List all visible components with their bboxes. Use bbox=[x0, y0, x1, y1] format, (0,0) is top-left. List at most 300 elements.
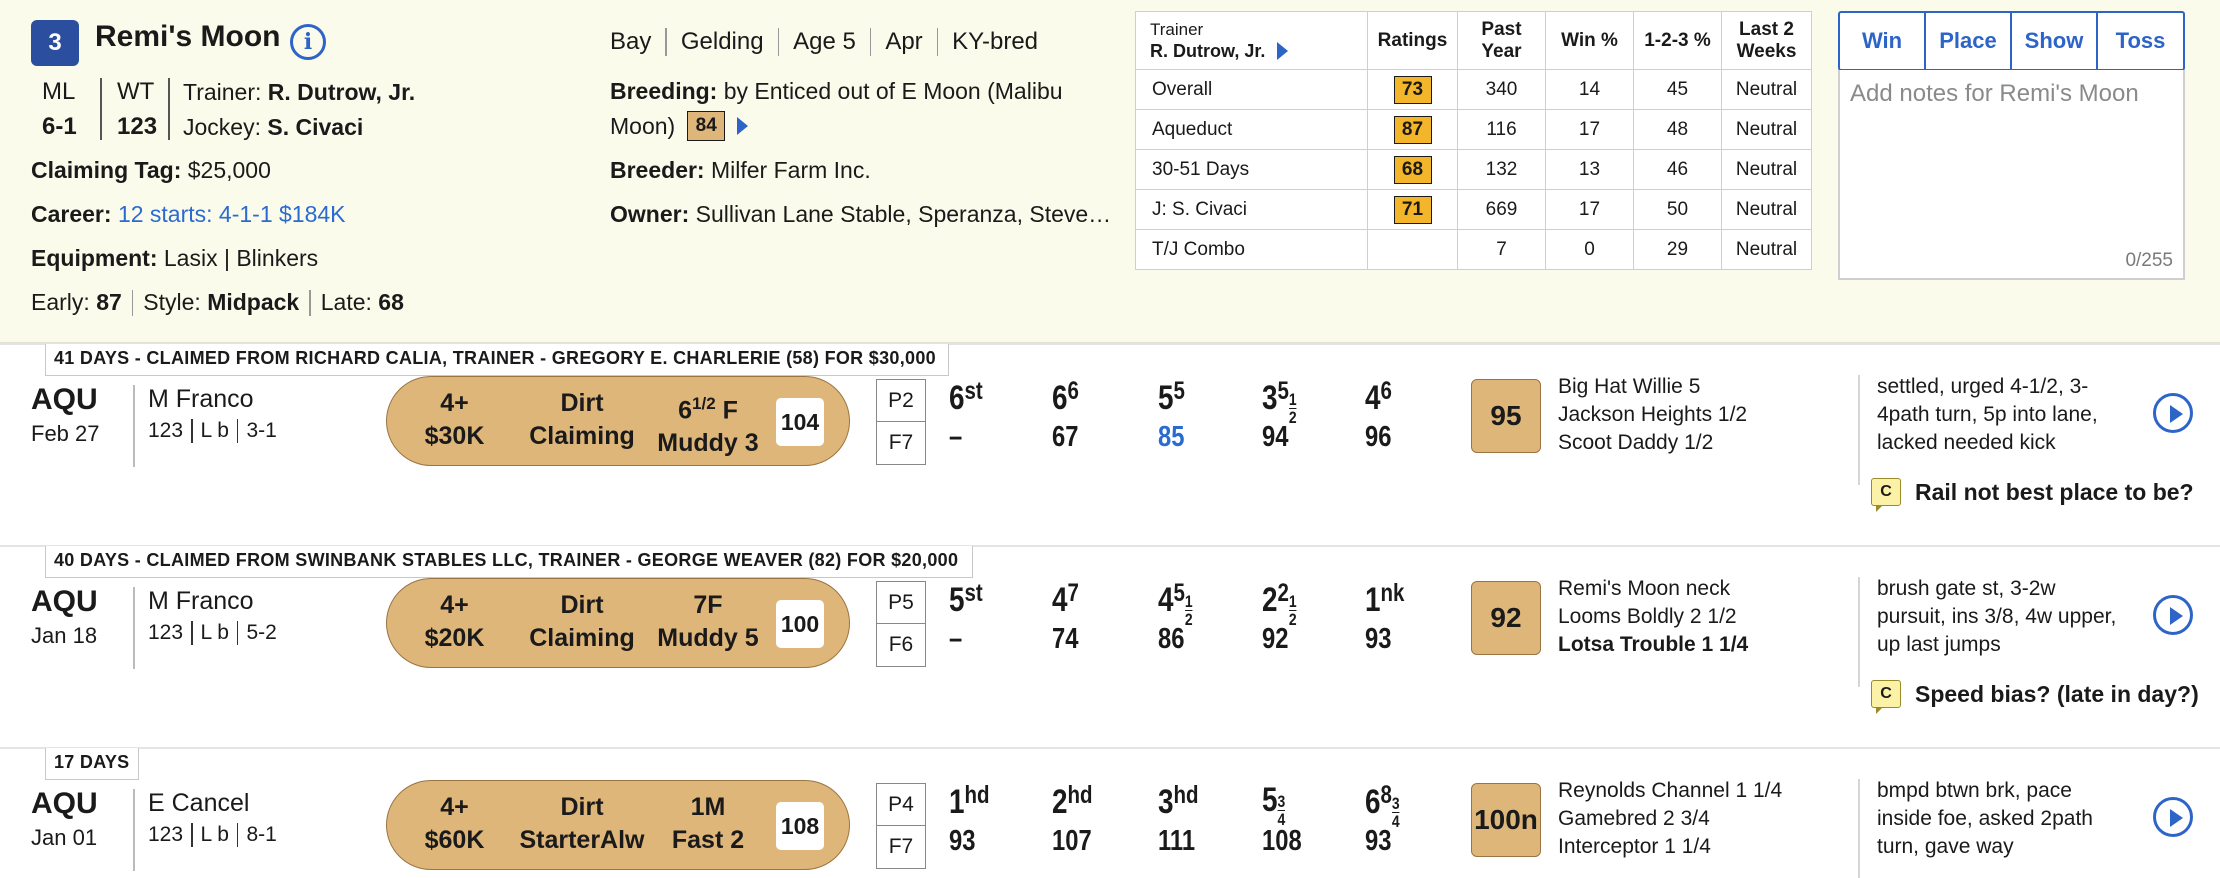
call-speed: 93 bbox=[1365, 623, 1392, 655]
last2-cell: Neutral bbox=[1722, 150, 1812, 190]
call-margin: st bbox=[964, 579, 983, 607]
divider bbox=[132, 290, 134, 316]
owner-field bbox=[610, 201, 1111, 228]
call-position-margin bbox=[949, 781, 990, 822]
rating-cell bbox=[1368, 230, 1458, 270]
field-size: F6 bbox=[888, 633, 914, 656]
speed-figure[interactable]: 92 bbox=[1471, 581, 1541, 655]
show-button[interactable]: Show bbox=[2012, 13, 2098, 69]
call-margin: 6 bbox=[1067, 377, 1079, 405]
finishers-list bbox=[1558, 373, 1747, 457]
pill-surface-type bbox=[507, 791, 657, 857]
race-meds: L b bbox=[200, 621, 229, 644]
col-win-pct: Win % bbox=[1546, 12, 1634, 70]
race-weight: 123 bbox=[148, 823, 184, 846]
call-position-margin bbox=[1052, 781, 1093, 822]
track-condition: Muddy 5 bbox=[657, 624, 759, 652]
race-info-pill[interactable] bbox=[386, 578, 850, 668]
past-year-cell: 340 bbox=[1458, 70, 1546, 110]
race-jockey[interactable]: E Cancel bbox=[148, 789, 250, 817]
fraction-denominator: 4 bbox=[1277, 810, 1286, 829]
itm-cell: 48 bbox=[1634, 110, 1722, 150]
race-type: Claiming bbox=[529, 422, 635, 450]
divider bbox=[1858, 375, 1860, 485]
pill-age-purse bbox=[407, 791, 502, 857]
col-past-year-l1: Past bbox=[1481, 18, 1522, 40]
call-speed: 111 bbox=[1158, 825, 1196, 857]
race-track[interactable]: AQU bbox=[31, 787, 98, 820]
call-margin: hd bbox=[964, 781, 990, 809]
rating-chip: 87 bbox=[1394, 116, 1432, 144]
row-label: T/J Combo bbox=[1136, 230, 1368, 270]
fraction-numerator: 1 bbox=[1184, 592, 1193, 611]
call-fraction bbox=[1392, 795, 1400, 830]
divider bbox=[133, 587, 135, 669]
breeder-label: Breeder: bbox=[610, 157, 705, 183]
expand-trainer-icon[interactable] bbox=[1277, 42, 1288, 60]
divider bbox=[133, 789, 135, 871]
horse-attributes bbox=[610, 28, 1038, 56]
post-field-box bbox=[876, 379, 926, 465]
pill-distance-condition bbox=[643, 589, 773, 655]
rating-cell bbox=[1368, 110, 1458, 150]
equipment-label: Equipment: bbox=[31, 245, 158, 271]
notes-char-count: 0/255 bbox=[2125, 250, 2173, 271]
divider bbox=[309, 290, 311, 316]
race-weight: 123 bbox=[148, 621, 184, 644]
call-position: 6 bbox=[1365, 783, 1381, 821]
call-speed: 74 bbox=[1052, 623, 1079, 655]
trainer-header-cell[interactable] bbox=[1136, 12, 1368, 70]
past-year-cell: 669 bbox=[1458, 190, 1546, 230]
race-banner: 17 DAYS bbox=[45, 748, 139, 780]
race-note-text: Rail not best place to be? bbox=[1915, 478, 2194, 505]
post-position: P5 bbox=[877, 582, 925, 624]
win-cell: 17 bbox=[1546, 190, 1634, 230]
divider bbox=[870, 28, 872, 56]
attr-bred: KY-bred bbox=[952, 28, 1039, 55]
finisher-3[interactable]: Scoot Daddy 1/2 bbox=[1558, 431, 1714, 454]
call-fraction bbox=[1185, 593, 1193, 628]
finisher-1[interactable]: Reynolds Channel 1 1/4 bbox=[1558, 779, 1783, 802]
divider bbox=[237, 823, 239, 847]
race-comment: brush gate st, 3-2w pursuit, ins 3/8, 4w upper, up last jumps bbox=[1877, 577, 2117, 656]
race-weight-meds-odds bbox=[148, 621, 277, 645]
breeding-rating-chip: 84 bbox=[687, 111, 725, 141]
row-label: Overall bbox=[1136, 70, 1368, 110]
row-label: J: S. Civaci bbox=[1136, 190, 1368, 230]
race-weight-meds-odds bbox=[148, 823, 277, 847]
race-date: Jan 18 bbox=[31, 623, 98, 648]
call-margin: 5 bbox=[1173, 579, 1185, 607]
attr-foaled: Apr bbox=[885, 28, 923, 55]
equipment-field bbox=[31, 245, 318, 272]
divider bbox=[778, 28, 780, 56]
attr-color: Bay bbox=[610, 28, 652, 55]
finisher-3[interactable]: Interceptor 1 1/4 bbox=[1558, 835, 1711, 858]
fraction-denominator: 2 bbox=[1184, 610, 1193, 629]
row-label: 30-51 Days bbox=[1136, 150, 1368, 190]
divider bbox=[237, 419, 239, 443]
race-rating: 108 bbox=[776, 802, 824, 850]
win-cell: 13 bbox=[1546, 150, 1634, 190]
rating-chip: 71 bbox=[1394, 196, 1432, 224]
play-replay-icon[interactable] bbox=[2153, 595, 2193, 635]
distance-unit: F bbox=[722, 396, 738, 425]
rating-chip: 68 bbox=[1394, 156, 1432, 184]
table-header-row bbox=[1136, 12, 1812, 70]
finisher-2[interactable]: Jackson Heights 1/2 bbox=[1558, 403, 1748, 426]
table-row bbox=[1136, 150, 1812, 190]
race-surface: Dirt bbox=[560, 389, 604, 417]
call-speed: – bbox=[949, 623, 963, 655]
call-speed: 92 bbox=[1262, 623, 1289, 655]
fraction-numerator: 3 bbox=[1391, 794, 1400, 813]
fraction-numerator: 3 bbox=[1277, 792, 1286, 811]
call-position: 6 bbox=[949, 379, 965, 417]
owner-value[interactable]: Sullivan Lane Stable, Speranza, Steve… bbox=[695, 201, 1112, 227]
col-last-l2: Weeks bbox=[1736, 40, 1797, 62]
call-speed: 86 bbox=[1158, 623, 1185, 655]
post-position: P2 bbox=[877, 380, 925, 422]
race-banner: 41 DAYS - CLAIMED FROM RICHARD CALIA, TRAINER - GREGORY E. CHARLERIE (58) FOR $30,000 bbox=[45, 344, 949, 376]
race-surface: Dirt bbox=[560, 591, 604, 619]
attr-sex: Gelding bbox=[680, 28, 764, 55]
call-position: 4 bbox=[1365, 379, 1381, 417]
rating-chip: 73 bbox=[1394, 76, 1432, 104]
finisher-2[interactable]: Gamebred 2 3/4 bbox=[1558, 807, 1710, 830]
last2-cell: Neutral bbox=[1722, 110, 1812, 150]
race-info-pill[interactable] bbox=[386, 376, 850, 466]
call-fraction bbox=[1289, 391, 1297, 426]
finishers-list bbox=[1558, 777, 1782, 861]
race-odds: 3-1 bbox=[246, 419, 277, 442]
distance-whole: 6 bbox=[678, 396, 693, 425]
distance: 1M bbox=[690, 793, 726, 821]
race-track[interactable]: AQU bbox=[31, 585, 98, 618]
race-meds: L b bbox=[200, 419, 229, 442]
call-position-margin bbox=[1262, 377, 1297, 426]
race-meds: L b bbox=[200, 823, 229, 846]
race-type: StarterAlw bbox=[519, 826, 645, 854]
call-margin: 8 bbox=[1380, 781, 1392, 809]
race-rating: 104 bbox=[776, 398, 824, 446]
trainer-header-name: R. Dutrow, Jr. bbox=[1150, 40, 1266, 61]
divider bbox=[237, 621, 239, 645]
race-note-text: Speed bias? (late in day?) bbox=[1915, 680, 2199, 707]
fraction-denominator: 2 bbox=[1288, 610, 1297, 629]
call-speed: 108 bbox=[1262, 825, 1302, 857]
call-fraction bbox=[1289, 593, 1297, 628]
last2-cell: Neutral bbox=[1722, 70, 1812, 110]
horse-header bbox=[0, 0, 2220, 343]
race-jockey[interactable]: M Franco bbox=[148, 385, 254, 413]
distance: 7F bbox=[693, 591, 723, 619]
breeding-label: Breeding: bbox=[610, 78, 718, 104]
race-age: 4+ bbox=[440, 389, 469, 417]
rating-cell bbox=[1368, 150, 1458, 190]
breeding-value: by Enticed out of E Moon (Malibu bbox=[723, 78, 1063, 104]
style-label: Style: bbox=[143, 289, 201, 315]
call-position: 2 bbox=[1262, 581, 1278, 619]
call-position: 5 bbox=[949, 581, 965, 619]
finisher-3[interactable]: Lotsa Trouble 1 1/4 bbox=[1558, 633, 1749, 656]
table-row bbox=[1136, 190, 1812, 230]
claiming-label: Claiming Tag: bbox=[31, 157, 182, 183]
call-position: 2 bbox=[1052, 783, 1068, 821]
track-condition: Fast 2 bbox=[671, 826, 745, 854]
speed-figure[interactable]: 95 bbox=[1471, 379, 1541, 453]
win-cell: 14 bbox=[1546, 70, 1634, 110]
trainer-field bbox=[183, 79, 415, 106]
equipment-value: Lasix | Blinkers bbox=[163, 245, 319, 271]
early-label: Early: bbox=[31, 289, 90, 315]
row-label: Aqueduct bbox=[1136, 110, 1368, 150]
field-size: F7 bbox=[888, 835, 914, 858]
rating-cell bbox=[1368, 190, 1458, 230]
call-position: 3 bbox=[1262, 379, 1278, 417]
race-surface: Dirt bbox=[560, 793, 604, 821]
trainer-name[interactable]: R. Dutrow, Jr. bbox=[267, 79, 416, 105]
call-position-margin bbox=[1365, 781, 1400, 830]
toss-button[interactable]: Toss bbox=[2115, 28, 2166, 53]
race-jockey[interactable]: M Franco bbox=[148, 587, 254, 615]
race-comment: settled, urged 4-1/2, 3-4path turn, 5p into lane, lacked needed kick bbox=[1877, 375, 2098, 454]
past-year-cell: 7 bbox=[1458, 230, 1546, 270]
race-purse: $30K bbox=[424, 422, 485, 450]
attr-age: Age 5 bbox=[793, 28, 856, 55]
call-margin: 5 bbox=[1173, 377, 1185, 405]
call-position: 1 bbox=[949, 783, 965, 821]
call-margin: 6 bbox=[1380, 377, 1392, 405]
race-note[interactable] bbox=[1871, 478, 2194, 506]
speed-figure[interactable]: 100n bbox=[1471, 783, 1541, 857]
col-past-year bbox=[1458, 12, 1546, 70]
race-age: 4+ bbox=[440, 591, 469, 619]
fraction-numerator: 1 bbox=[1288, 390, 1297, 409]
breeding-line-1 bbox=[610, 78, 1063, 105]
call-position-margin bbox=[1365, 579, 1404, 620]
breeder-field bbox=[610, 157, 871, 184]
claiming-value: $25,000 bbox=[187, 157, 271, 183]
call-margin: hd bbox=[1067, 781, 1093, 809]
comment-note-icon: C bbox=[1871, 478, 1901, 506]
fraction-denominator: 2 bbox=[1288, 408, 1297, 427]
race-weight: 123 bbox=[148, 419, 184, 442]
pill-distance-condition bbox=[643, 791, 773, 857]
call-position: 5 bbox=[1262, 781, 1278, 819]
call-position-margin bbox=[1158, 377, 1185, 418]
ml-label: ML bbox=[42, 78, 76, 105]
fraction-numerator: 1 bbox=[1288, 592, 1297, 611]
call-margin: 2 bbox=[1277, 579, 1289, 607]
call-position-margin bbox=[1365, 377, 1392, 418]
race-purse: $20K bbox=[424, 624, 485, 652]
call-speed: 94 bbox=[1262, 421, 1289, 453]
call-position-margin bbox=[1262, 781, 1285, 828]
itm-cell: 46 bbox=[1634, 150, 1722, 190]
win-button[interactable]: Win bbox=[1840, 13, 1926, 69]
post-field-box bbox=[876, 783, 926, 869]
play-replay-icon[interactable] bbox=[2153, 797, 2193, 837]
last2-cell: Neutral bbox=[1722, 190, 1812, 230]
call-margin: st bbox=[964, 377, 983, 405]
call-margin: 7 bbox=[1067, 579, 1079, 607]
fraction-denominator: 4 bbox=[1391, 812, 1400, 831]
notes-textarea[interactable] bbox=[1838, 70, 2185, 280]
race-weight-meds-odds bbox=[148, 419, 277, 443]
wt-value: 123 bbox=[117, 113, 158, 140]
last2-cell: Neutral bbox=[1722, 230, 1812, 270]
table-row bbox=[1136, 70, 1812, 110]
rating-cell bbox=[1368, 70, 1458, 110]
career-field bbox=[31, 201, 346, 228]
itm-cell: 50 bbox=[1634, 190, 1722, 230]
call-margin: nk bbox=[1380, 579, 1405, 607]
race-comment: bmpd btwn brk, pace inside foe, asked 2path turn, gave way bbox=[1877, 779, 2093, 858]
col-last-l1: Last 2 bbox=[1739, 18, 1794, 40]
divider bbox=[1858, 577, 1860, 687]
pill-age-purse bbox=[407, 589, 502, 655]
late-label: Late: bbox=[320, 289, 372, 315]
col-itm-pct: 1-2-3 % bbox=[1634, 12, 1722, 70]
divider bbox=[100, 78, 102, 140]
call-position: 1 bbox=[1365, 581, 1381, 619]
call-speed[interactable]: 85 bbox=[1158, 421, 1185, 453]
call-position-margin bbox=[949, 377, 983, 418]
trainer-header-label: Trainer bbox=[1150, 19, 1204, 39]
divider bbox=[133, 385, 135, 467]
race-date: Feb 27 bbox=[31, 421, 100, 446]
table-row bbox=[1136, 230, 1812, 270]
breeding-value-cont: Moon) bbox=[610, 112, 676, 139]
wager-button-group bbox=[1838, 11, 2185, 71]
finisher-1[interactable]: Big Hat Willie 5 bbox=[1558, 375, 1701, 398]
finisher-1[interactable]: Remi's Moon neck bbox=[1558, 577, 1731, 600]
call-speed: 67 bbox=[1052, 421, 1079, 453]
call-position: 3 bbox=[1158, 783, 1174, 821]
col-ratings: Ratings bbox=[1368, 12, 1458, 70]
claiming-tag bbox=[31, 157, 271, 184]
call-margin: 5 bbox=[1277, 377, 1289, 405]
divider bbox=[191, 823, 193, 847]
divider bbox=[665, 28, 667, 56]
jockey-name[interactable]: S. Civaci bbox=[267, 114, 364, 140]
career-link[interactable]: 12 starts: 4-1-1 $184K bbox=[117, 201, 346, 227]
finisher-2[interactable]: Looms Boldly 2 1/2 bbox=[1558, 605, 1737, 628]
race-type: Claiming bbox=[529, 624, 635, 652]
career-label: Career: bbox=[31, 201, 112, 227]
race-banner: 40 DAYS - CLAIMED FROM SWINBANK STABLES LLC, TRAINER - GEORGE WEAVER (82) FOR $20,000 bbox=[45, 546, 973, 578]
call-fraction bbox=[1278, 793, 1286, 828]
call-speed: 93 bbox=[949, 825, 976, 857]
race-odds: 5-2 bbox=[246, 621, 277, 644]
race-odds: 8-1 bbox=[246, 823, 277, 846]
notes-placeholder: Add notes for Remi's Moon bbox=[1850, 80, 2139, 107]
expand-breeding-icon[interactable] bbox=[737, 117, 748, 135]
owner-label: Owner: bbox=[610, 201, 690, 227]
race-date: Jan 01 bbox=[31, 825, 98, 850]
finishers-list bbox=[1558, 575, 1748, 659]
divider bbox=[168, 78, 170, 140]
call-speed: 107 bbox=[1052, 825, 1092, 857]
place-button[interactable]: Place bbox=[1926, 13, 2012, 69]
win-cell: 0 bbox=[1546, 230, 1634, 270]
field-size: F7 bbox=[888, 431, 914, 454]
jockey-field bbox=[183, 114, 363, 141]
post-position-badge: 3 bbox=[31, 20, 79, 66]
race-age: 4+ bbox=[440, 793, 469, 821]
comment-note-icon: C bbox=[1871, 680, 1901, 708]
call-position: 4 bbox=[1052, 581, 1068, 619]
distance-fraction: 1/2 bbox=[692, 394, 716, 413]
style-value: Midpack bbox=[207, 289, 300, 315]
call-speed: – bbox=[949, 421, 963, 453]
race-note[interactable] bbox=[1871, 680, 2199, 708]
horse-name[interactable]: Remi's Moon bbox=[95, 20, 281, 53]
late-value: 68 bbox=[378, 289, 404, 315]
call-speed: 93 bbox=[1365, 825, 1392, 857]
call-position: 4 bbox=[1158, 581, 1174, 619]
past-year-cell: 116 bbox=[1458, 110, 1546, 150]
jockey-label: Jockey: bbox=[183, 114, 261, 140]
call-position-margin bbox=[1052, 579, 1079, 620]
call-margin: hd bbox=[1173, 781, 1199, 809]
early-value: 87 bbox=[96, 289, 122, 315]
pill-age-purse bbox=[407, 387, 502, 453]
col-past-year-l2: Year bbox=[1481, 40, 1522, 62]
breeder-value: Milfer Farm Inc. bbox=[711, 157, 871, 183]
win-cell: 17 bbox=[1546, 110, 1634, 150]
breeding-line-2 bbox=[610, 111, 748, 141]
pill-surface-type bbox=[507, 589, 657, 655]
running-style bbox=[31, 289, 404, 316]
race-rating: 100 bbox=[776, 600, 824, 648]
divider bbox=[191, 621, 193, 645]
call-position-margin bbox=[949, 579, 983, 620]
call-position-margin bbox=[1262, 579, 1297, 628]
call-position-margin bbox=[1052, 377, 1079, 418]
wt-label: WT bbox=[117, 78, 155, 105]
call-position-margin bbox=[1158, 579, 1193, 628]
call-position-margin bbox=[1158, 781, 1199, 822]
itm-cell: 45 bbox=[1634, 70, 1722, 110]
table-row bbox=[1136, 110, 1812, 150]
trainer-stats-table bbox=[1135, 11, 1812, 270]
post-field-box bbox=[876, 581, 926, 667]
divider bbox=[1858, 779, 1860, 878]
race-purse: $60K bbox=[424, 826, 485, 854]
pill-surface-type bbox=[507, 387, 657, 453]
info-icon[interactable]: i bbox=[290, 24, 326, 60]
call-position: 6 bbox=[1052, 379, 1068, 417]
race-info-pill[interactable] bbox=[386, 780, 850, 870]
track-condition: Muddy 3 bbox=[657, 429, 759, 458]
race-track[interactable]: AQU bbox=[31, 383, 98, 416]
post-position: P4 bbox=[877, 784, 925, 826]
play-replay-icon[interactable] bbox=[2153, 393, 2193, 433]
call-speed: 96 bbox=[1365, 421, 1392, 453]
itm-cell: 29 bbox=[1634, 230, 1722, 270]
call-position: 5 bbox=[1158, 379, 1174, 417]
row-divider bbox=[0, 747, 2220, 749]
divider bbox=[937, 28, 939, 56]
divider bbox=[191, 419, 193, 443]
col-last-2-weeks bbox=[1722, 12, 1812, 70]
ml-value: 6-1 bbox=[42, 113, 77, 140]
past-year-cell: 132 bbox=[1458, 150, 1546, 190]
pill-distance-condition bbox=[643, 387, 773, 460]
